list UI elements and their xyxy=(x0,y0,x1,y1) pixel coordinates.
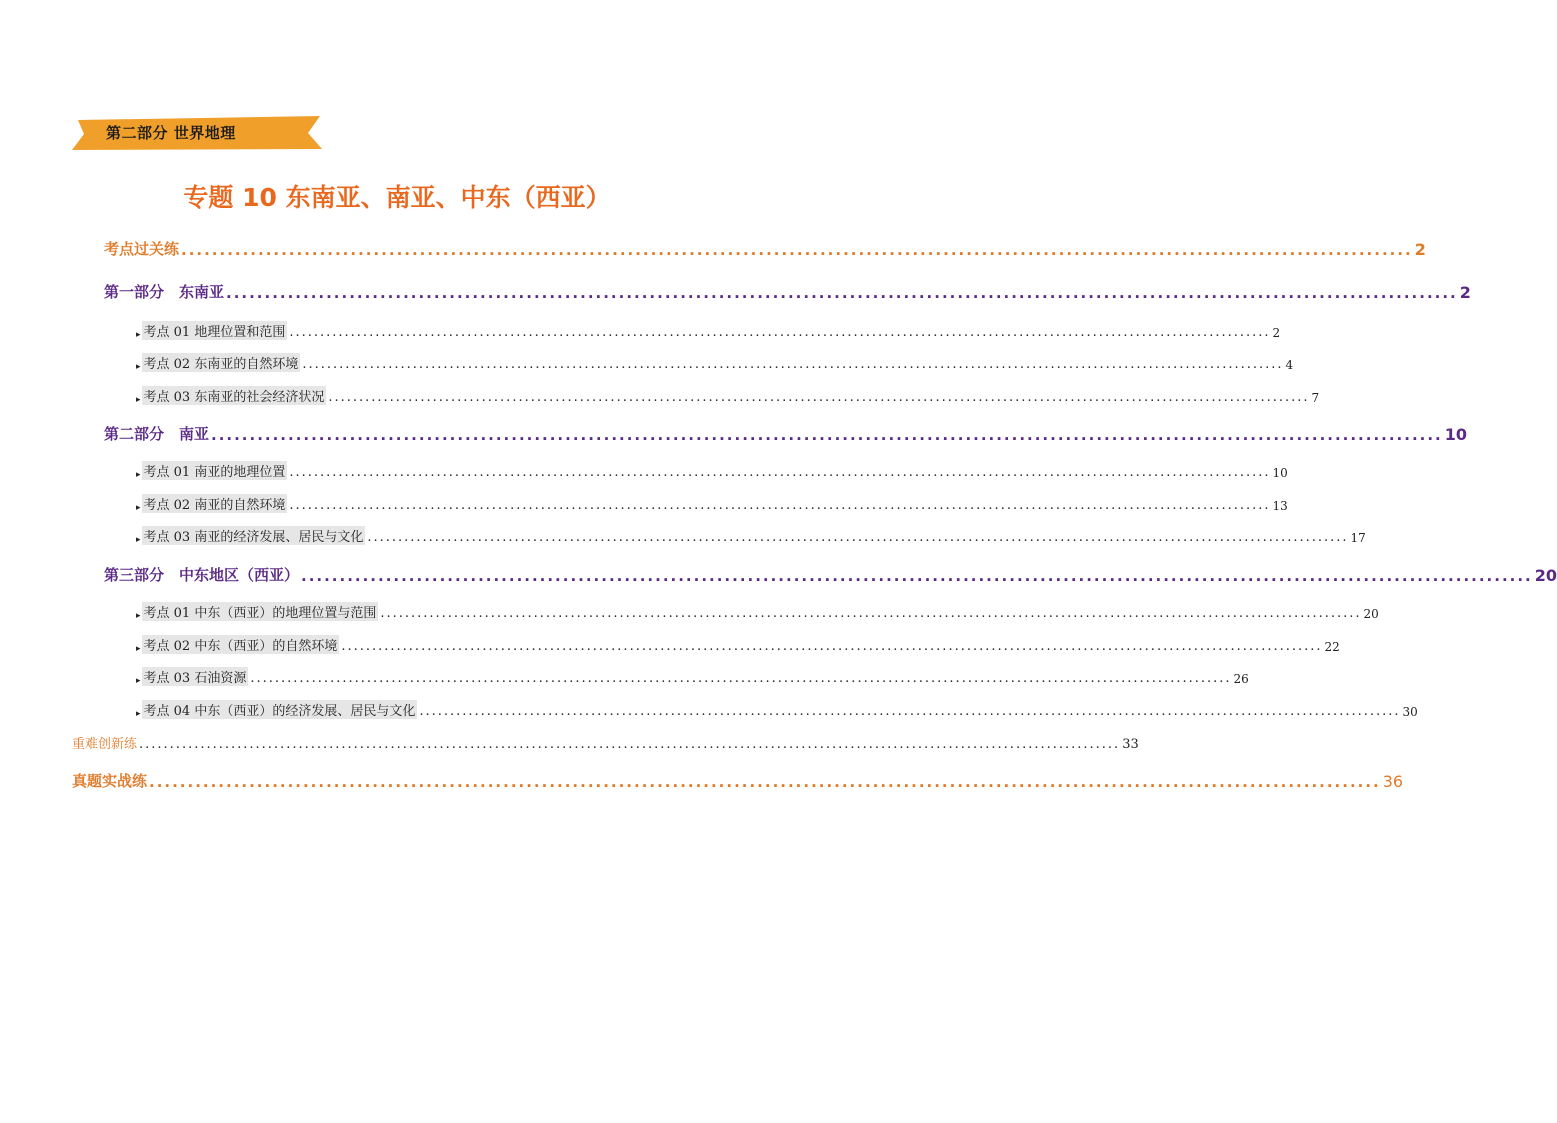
toc-page-number: 26 xyxy=(1233,672,1249,686)
toc-entry-part1[interactable] xyxy=(104,281,1471,302)
toc-entry-part1-item1[interactable] xyxy=(136,321,1281,340)
toc-entry-label: 考点 02 中东（西亚）的自然环境 xyxy=(142,635,340,654)
toc-page-number: 2 xyxy=(1414,240,1426,259)
toc-entry-label: 考点过关练 xyxy=(104,240,180,258)
toc-entry-part3[interactable] xyxy=(104,564,1557,585)
toc-page-number: 33 xyxy=(1122,737,1139,752)
toc-leader-dots: ................................................................................................................................................................ xyxy=(289,325,1271,340)
bullet-arrow-icon: ▸ xyxy=(136,395,141,405)
toc-leader-dots: ................................................................................................................................................................ xyxy=(301,567,1533,585)
toc-page-number: 17 xyxy=(1350,531,1366,545)
toc-leader-dots: ................................................................................................................................................................ xyxy=(250,671,1232,686)
bullet-arrow-icon: ▸ xyxy=(136,535,141,545)
toc-leader-dots: ................................................................................................................................................................ xyxy=(289,465,1271,480)
toc-entry-label: 第三部分 中东地区（西亚） xyxy=(104,566,300,584)
toc-leader-dots: ................................................................................................................................................................ xyxy=(328,390,1310,405)
toc-entry-part2-item2[interactable] xyxy=(136,494,1288,513)
toc-page-number: 10 xyxy=(1444,425,1467,444)
toc-entry-label: 考点 02 东南亚的自然环境 xyxy=(142,353,301,372)
toc-entry-label: 考点 02 南亚的自然环境 xyxy=(142,494,288,513)
toc-entry-label: 真题实战练 xyxy=(72,772,148,790)
bullet-arrow-icon: ▸ xyxy=(136,676,141,686)
toc-leader-dots: ................................................................................................................................................................ xyxy=(139,737,1121,752)
toc-leader-dots: ................................................................................................................................................................ xyxy=(289,498,1271,513)
bullet-arrow-icon: ▸ xyxy=(136,644,141,654)
toc-page-number: 4 xyxy=(1285,358,1294,372)
toc-entry-part1-item2[interactable] xyxy=(136,353,1294,372)
toc-entry-label: 考点 03 南亚的经济发展、居民与文化 xyxy=(142,526,366,545)
toc-entry-label: 考点 03 石油资源 xyxy=(142,667,249,686)
toc-entry-label: 重难创新练 xyxy=(72,737,138,752)
toc-entry-label: 考点 01 中东（西亚）的地理位置与范围 xyxy=(142,602,379,621)
toc-entry-label: 考点 03 东南亚的社会经济状况 xyxy=(142,386,327,405)
bullet-arrow-icon: ▸ xyxy=(136,362,141,372)
bullet-arrow-icon: ▸ xyxy=(136,709,141,719)
section-banner xyxy=(72,116,324,150)
toc-page-number: 13 xyxy=(1272,499,1288,513)
toc-leader-dots: ................................................................................................................................................................ xyxy=(226,284,1458,302)
toc-page-number: 22 xyxy=(1324,640,1340,654)
toc-leader-dots: ................................................................................................................................................................ xyxy=(367,530,1349,545)
toc-entry-zhongnan-chuangxin[interactable] xyxy=(72,733,1139,752)
toc-leader-dots: ................................................................................................................................................................ xyxy=(149,773,1381,791)
bullet-arrow-icon: ▸ xyxy=(136,330,141,340)
toc-leader-dots: ................................................................................................................................................................ xyxy=(419,704,1401,719)
toc-page-number: 2 xyxy=(1272,326,1281,340)
toc-page-number: 36 xyxy=(1382,772,1404,791)
toc-entry-part3-item1[interactable] xyxy=(136,602,1379,621)
toc-leader-dots: ................................................................................................................................................................ xyxy=(211,426,1443,444)
banner-text: 第二部分 世界地理 xyxy=(106,124,236,142)
toc-entry-kaodian-guoguan[interactable] xyxy=(104,238,1426,259)
bullet-arrow-icon: ▸ xyxy=(136,611,141,621)
toc-entry-part2[interactable] xyxy=(104,423,1467,444)
toc-page-number: 10 xyxy=(1272,466,1288,480)
toc-leader-dots: ................................................................................................................................................................ xyxy=(302,357,1284,372)
bullet-arrow-icon: ▸ xyxy=(136,503,141,513)
toc-page-number: 7 xyxy=(1311,391,1320,405)
toc-entry-label: 第二部分 南亚 xyxy=(104,425,210,443)
toc-entry-part2-item1[interactable] xyxy=(136,461,1288,480)
toc-entry-part3-item3[interactable] xyxy=(136,667,1249,686)
toc-entry-label: 考点 04 中东（西亚）的经济发展、居民与文化 xyxy=(142,700,418,719)
toc-page-number: 2 xyxy=(1459,283,1471,302)
toc-entry-label: 考点 01 地理位置和范围 xyxy=(142,321,288,340)
toc-entry-part1-item3[interactable] xyxy=(136,386,1320,405)
toc-entry-zhenti-shizhan[interactable] xyxy=(72,770,1404,791)
toc-entry-part2-item3[interactable] xyxy=(136,526,1366,545)
toc-leader-dots: ................................................................................................................................................................ xyxy=(380,606,1362,621)
toc-entry-label: 第一部分 东南亚 xyxy=(104,283,225,301)
toc-entry-part3-item2[interactable] xyxy=(136,635,1340,654)
toc-page-number: 20 xyxy=(1363,607,1379,621)
toc-entry-part3-item4[interactable] xyxy=(136,700,1418,719)
toc-page-number: 20 xyxy=(1534,566,1557,585)
bullet-arrow-icon: ▸ xyxy=(136,470,141,480)
toc-leader-dots: ................................................................................................................................................................ xyxy=(181,241,1413,259)
toc-page-number: 30 xyxy=(1402,705,1418,719)
toc-leader-dots: ................................................................................................................................................................ xyxy=(341,639,1323,654)
page-title: 专题 10 东南亚、南亚、中东（西亚） xyxy=(183,183,611,212)
toc-entry-label: 考点 01 南亚的地理位置 xyxy=(142,461,288,480)
